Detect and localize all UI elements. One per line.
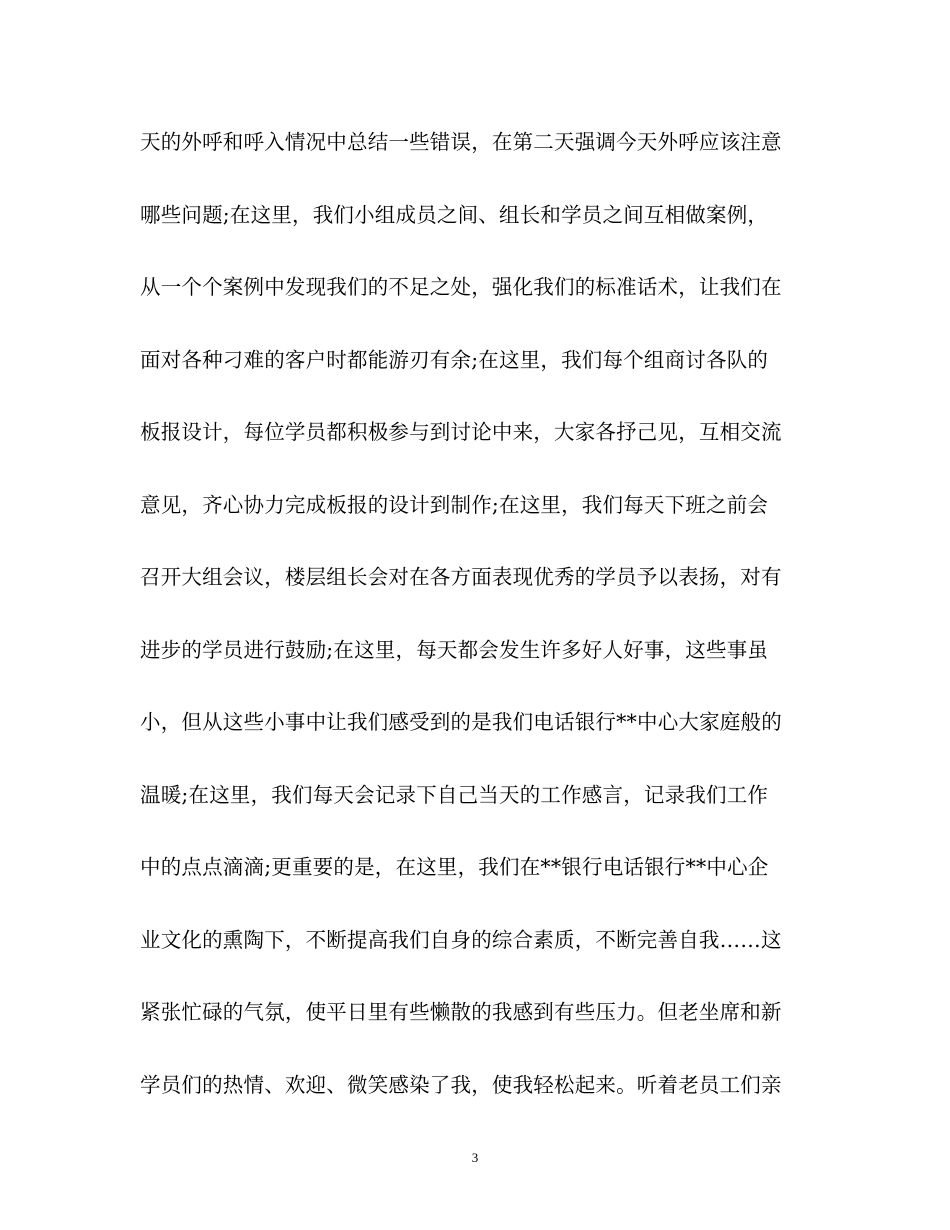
text-line: 温暖;在这里，我们每天会记录下自己当天的工作感言，记录我们工作	[140, 782, 769, 807]
text-line: 天的外呼和呼入情况中总结一些错误，在第二天强调今天外呼应该注意	[140, 130, 782, 154]
text-line: 面对各种刁难的客户时都能游刃有余;在这里，我们每个组商讨各队的	[140, 347, 769, 372]
text-line: 进步的学员进行鼓励;在这里，每天都会发生许多好人好事，这些事虽	[140, 637, 769, 662]
text-line: 从一个个案例中发现我们的不足之处，强化我们的标准话术，让我们在	[140, 275, 782, 299]
text-line: 业文化的熏陶下，不断提高我们自身的综合素质，不断完善自我……这	[140, 927, 782, 952]
text-line: 紧张忙碌的气氛，使平日里有些懒散的我感到有些压力。但老坐席和新	[140, 1000, 782, 1024]
text-line: 小，但从这些小事中让我们感受到的是我们电话银行**中心大家庭般的	[140, 710, 782, 734]
text-line: 学员们的热情、欢迎、微笑感染了我，使我轻松起来。听着老员工们亲	[140, 1072, 782, 1097]
text-line: 意见，齐心协力完成板报的设计到制作;在这里，我们每天下班之前会	[140, 492, 769, 517]
page-number: 3	[471, 1150, 479, 1165]
body-text	[140, 120, 830, 1135]
text-line: 召开大组会议，楼层组长会对在各方面表现优秀的学员予以表扬，对有	[140, 565, 782, 589]
text-line: 哪些问题;在这里，我们小组成员之间、组长和学员之间互相做案例，	[140, 202, 769, 227]
text-line: 中的点点滴滴;更重要的是，在这里，我们在**银行电话银行**中心企	[140, 855, 769, 879]
text-line: 板报设计，每位学员都积极参与到讨论中来，大家各抒己见，互相交流	[140, 420, 782, 444]
